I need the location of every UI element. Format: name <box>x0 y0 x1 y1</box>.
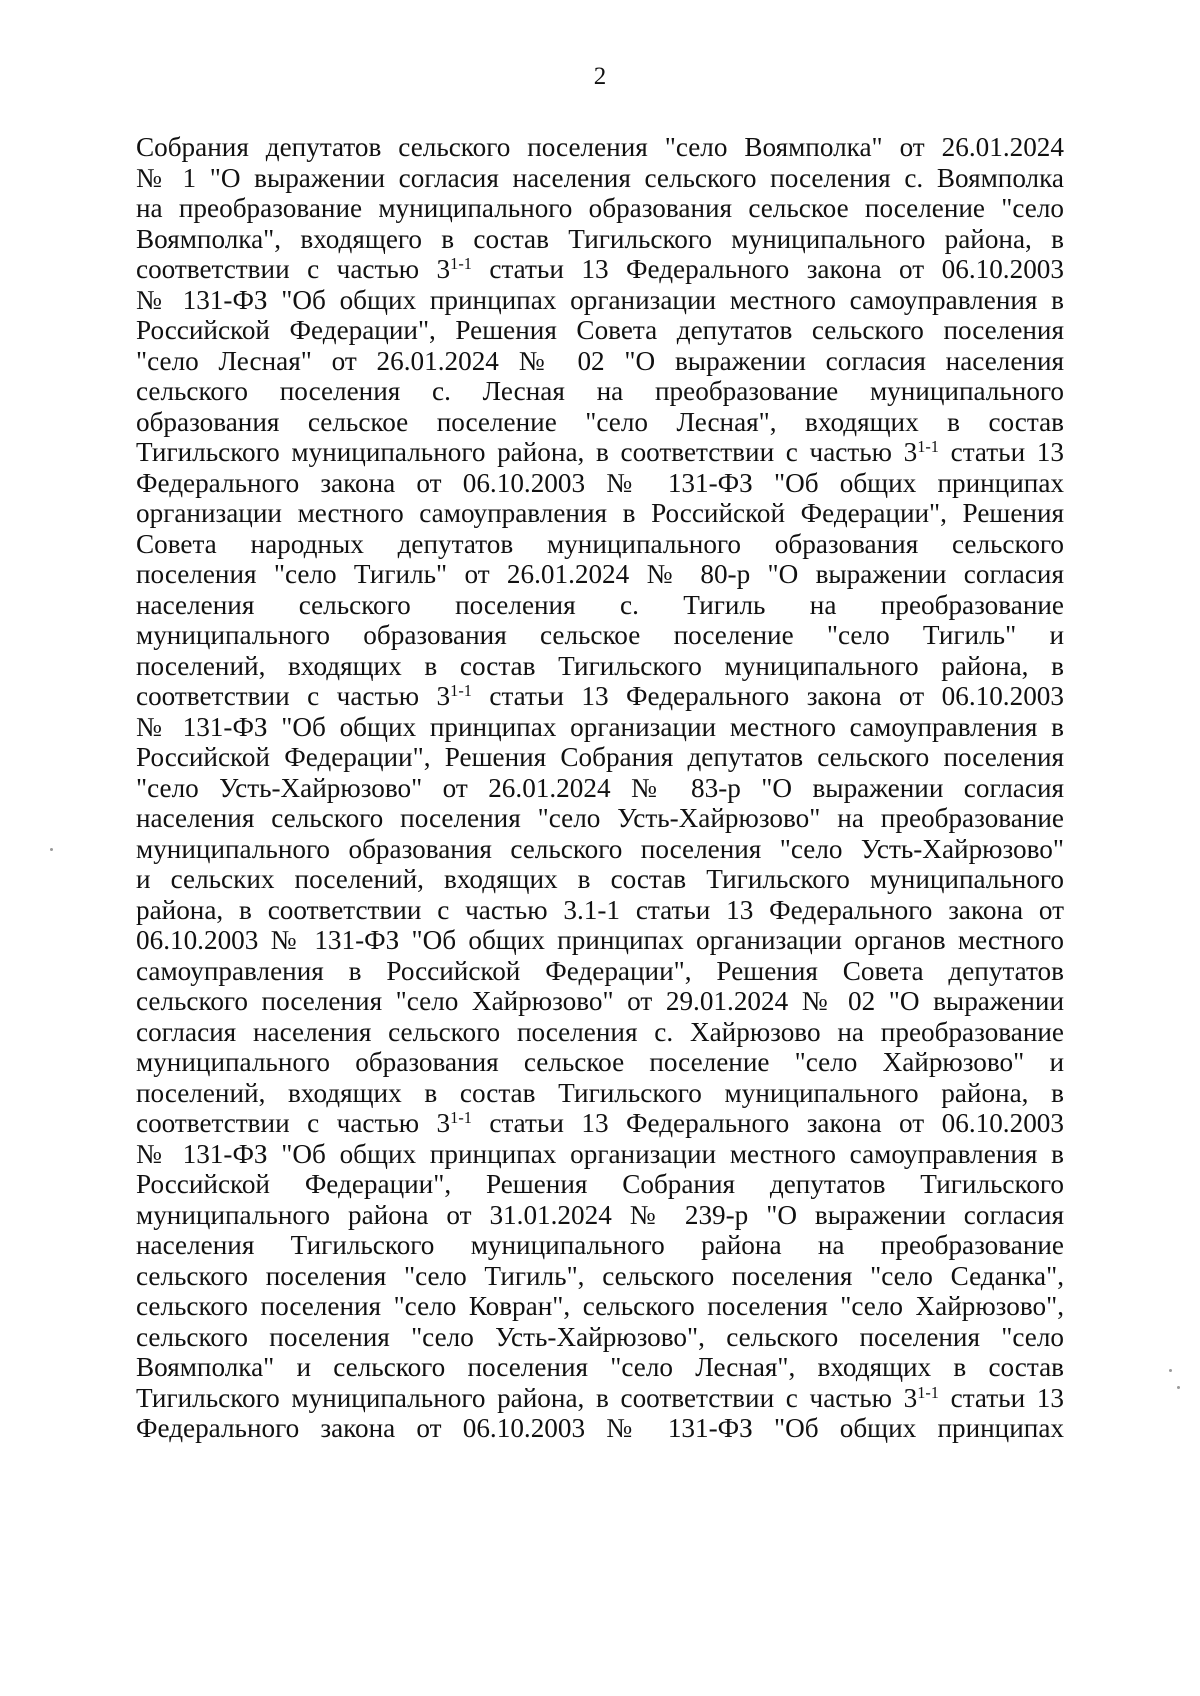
text-segment: № 131-ФЗ "Об общих принципах организации местного самоуправления в <box>136 1138 1064 1169</box>
text-segment: № 1 "О выражении согласия населения сельского поселения с. Воямполка <box>136 162 1064 193</box>
text-segment: "село Лесная" от 26.01.2024 № 02 "О выражении согласия населения <box>136 345 1064 376</box>
text-line <box>136 1017 1064 1048</box>
text-segment: статьи 13 Федерального закона от 06.10.2003 <box>471 681 1064 711</box>
text-line <box>136 681 1064 712</box>
text-line <box>136 193 1064 224</box>
text-line <box>136 712 1064 743</box>
text-segment: муниципального района от 31.01.2024 № 239-р "О выражении согласия <box>136 1199 1064 1230</box>
text-line <box>136 742 1064 773</box>
superscript-part: 1-1 <box>450 1108 472 1128</box>
text-segment: сельского поселения "село Усть-Хайрюзово", сельского поселения "село <box>136 1321 1064 1352</box>
text-line <box>136 1413 1064 1444</box>
text-segment: Собрания депутатов сельского поселения "село Воямполка" от 26.01.2024 <box>136 132 1064 162</box>
text-line <box>136 1169 1064 1200</box>
text-line <box>136 956 1064 987</box>
text-segment: статьи 13 <box>938 437 1064 467</box>
text-line <box>136 1383 1064 1414</box>
text-line <box>136 1139 1064 1170</box>
text-line <box>136 1047 1064 1078</box>
text-segment: Федерального закона от 06.10.2003 № 131-ФЗ "Об общих принципах <box>136 467 1064 498</box>
text-line <box>136 1352 1064 1383</box>
text-line <box>136 1322 1064 1353</box>
text-line <box>136 895 1064 926</box>
text-segment: поселения "село Тигиль" от 26.01.2024 № 80-р "О выражении согласия <box>136 559 1064 589</box>
text-segment: Российской Федерации", Решения Собрания депутатов сельского поселения <box>136 742 1064 772</box>
text-line <box>136 529 1064 560</box>
text-segment: организации местного самоуправления в Российской Федерации", Решения <box>136 498 1064 528</box>
text-segment: и сельских поселений, входящих в состав Тигильского муниципального <box>136 864 1064 894</box>
text-line <box>136 254 1064 285</box>
text-segment: района, в соответствии с частью 3.1-1 статьи 13 Федерального закона от <box>136 894 1064 925</box>
text-line <box>136 834 1064 865</box>
text-segment: Российской Федерации", Решения Совета депутатов сельского поселения <box>136 315 1064 345</box>
text-line <box>136 498 1064 529</box>
text-segment: населения сельского поселения "село Усть-Хайрюзово" на преобразование <box>136 803 1064 833</box>
text-segment: населения Тигильского муниципального района на преобразование <box>136 1230 1064 1260</box>
text-line <box>136 224 1064 255</box>
text-line <box>136 132 1064 163</box>
scan-speck <box>1177 1386 1180 1389</box>
text-line <box>136 163 1064 194</box>
text-line <box>136 620 1064 651</box>
text-segment: Воямполка", входящего в состав Тигильского муниципального района, в <box>136 223 1064 254</box>
text-line <box>136 1291 1064 1322</box>
text-line <box>136 376 1064 407</box>
text-segment: Совета народных депутатов муниципального образования сельского <box>136 528 1064 559</box>
text-segment: Федерального закона от 06.10.2003 № 131-ФЗ "Об общих принципах <box>136 1413 1064 1443</box>
text-segment: № 131-ФЗ "Об общих принципах организации местного самоуправления в <box>136 711 1064 742</box>
text-line <box>136 1200 1064 1231</box>
text-segment: образования сельское поселение "село Лесная", входящих в состав <box>136 406 1064 437</box>
text-line <box>136 285 1064 316</box>
text-segment: муниципального образования сельское поселение "село Тигиль" и <box>136 620 1064 650</box>
document-body-text <box>136 132 1064 1444</box>
text-line <box>136 864 1064 895</box>
superscript-part: 1-1 <box>450 254 472 274</box>
text-line <box>136 407 1064 438</box>
text-segment: сельского поселения "село Хайрюзово" от 29.01.2024 № 02 "О выражении <box>136 986 1064 1016</box>
text-segment: "село Усть-Хайрюзово" от 26.01.2024 № 83-р "О выражении согласия <box>136 772 1064 803</box>
text-line <box>136 1261 1064 1292</box>
superscript-part: 1-1 <box>450 681 472 701</box>
text-line <box>136 773 1064 804</box>
text-segment: соответствии с частью 3 <box>136 254 451 284</box>
scan-speck <box>1169 1369 1172 1372</box>
text-segment: статьи 13 Федерального закона от 06.10.2003 <box>471 254 1064 284</box>
text-segment: соответствии с частью 3 <box>136 1108 451 1138</box>
text-line <box>136 1230 1064 1261</box>
text-segment: муниципального образования сельское поселение "село Хайрюзово" и <box>136 1047 1064 1077</box>
text-segment: Тигильского муниципального района, в соответствии с частью 3 <box>136 437 918 467</box>
text-segment: сельского поселения с. Лесная на преобразование муниципального <box>136 376 1064 406</box>
text-line <box>136 803 1064 834</box>
text-line <box>136 315 1064 346</box>
text-segment: Воямполка" и сельского поселения "село Лесная", входящих в состав <box>136 1352 1064 1382</box>
text-segment: Российской Федерации", Решения Собрания депутатов Тигильского <box>136 1169 1064 1199</box>
text-segment: № 131-ФЗ "Об общих принципах организации местного самоуправления в <box>136 284 1064 315</box>
text-line <box>136 1108 1064 1139</box>
text-segment: 06.10.2003 № 131-ФЗ "Об общих принципах организации органов местного <box>136 925 1064 955</box>
text-line <box>136 346 1064 377</box>
scan-speck <box>50 848 53 851</box>
text-segment: поселений, входящих в состав Тигильского муниципального района, в <box>136 1077 1064 1108</box>
text-segment: муниципального образования сельского поселения "село Усть-Хайрюзово" <box>136 833 1064 864</box>
text-line <box>136 986 1064 1017</box>
text-line <box>136 437 1064 468</box>
text-line <box>136 1078 1064 1109</box>
text-line <box>136 468 1064 499</box>
text-segment: населения сельского поселения с. Тигиль на преобразование <box>136 589 1064 620</box>
superscript-part: 1-1 <box>917 1382 939 1402</box>
text-line <box>136 559 1064 590</box>
text-segment: самоуправления в Российской Федерации", Решения Совета депутатов <box>136 955 1064 986</box>
text-segment: Тигильского муниципального района, в соответствии с частью 3 <box>136 1382 918 1413</box>
text-line <box>136 651 1064 682</box>
text-segment: статьи 13 <box>938 1382 1064 1413</box>
text-segment: поселений, входящих в состав Тигильского муниципального района, в <box>136 650 1064 681</box>
text-line <box>136 925 1064 956</box>
text-segment: на преобразование муниципального образования сельское поселение "село <box>136 193 1064 223</box>
text-segment: согласия населения сельского поселения с. Хайрюзово на преобразование <box>136 1016 1064 1047</box>
page-number: 2 <box>593 63 607 90</box>
superscript-part: 1-1 <box>917 437 939 457</box>
text-segment: сельского поселения "село Ковран", сельского поселения "село Хайрюзово", <box>136 1291 1064 1321</box>
text-segment: соответствии с частью 3 <box>136 681 451 711</box>
text-segment: статьи 13 Федерального закона от 06.10.2003 <box>471 1108 1064 1138</box>
text-segment: сельского поселения "село Тигиль", сельского поселения "село Седанка", <box>136 1260 1064 1291</box>
text-line <box>136 590 1064 621</box>
